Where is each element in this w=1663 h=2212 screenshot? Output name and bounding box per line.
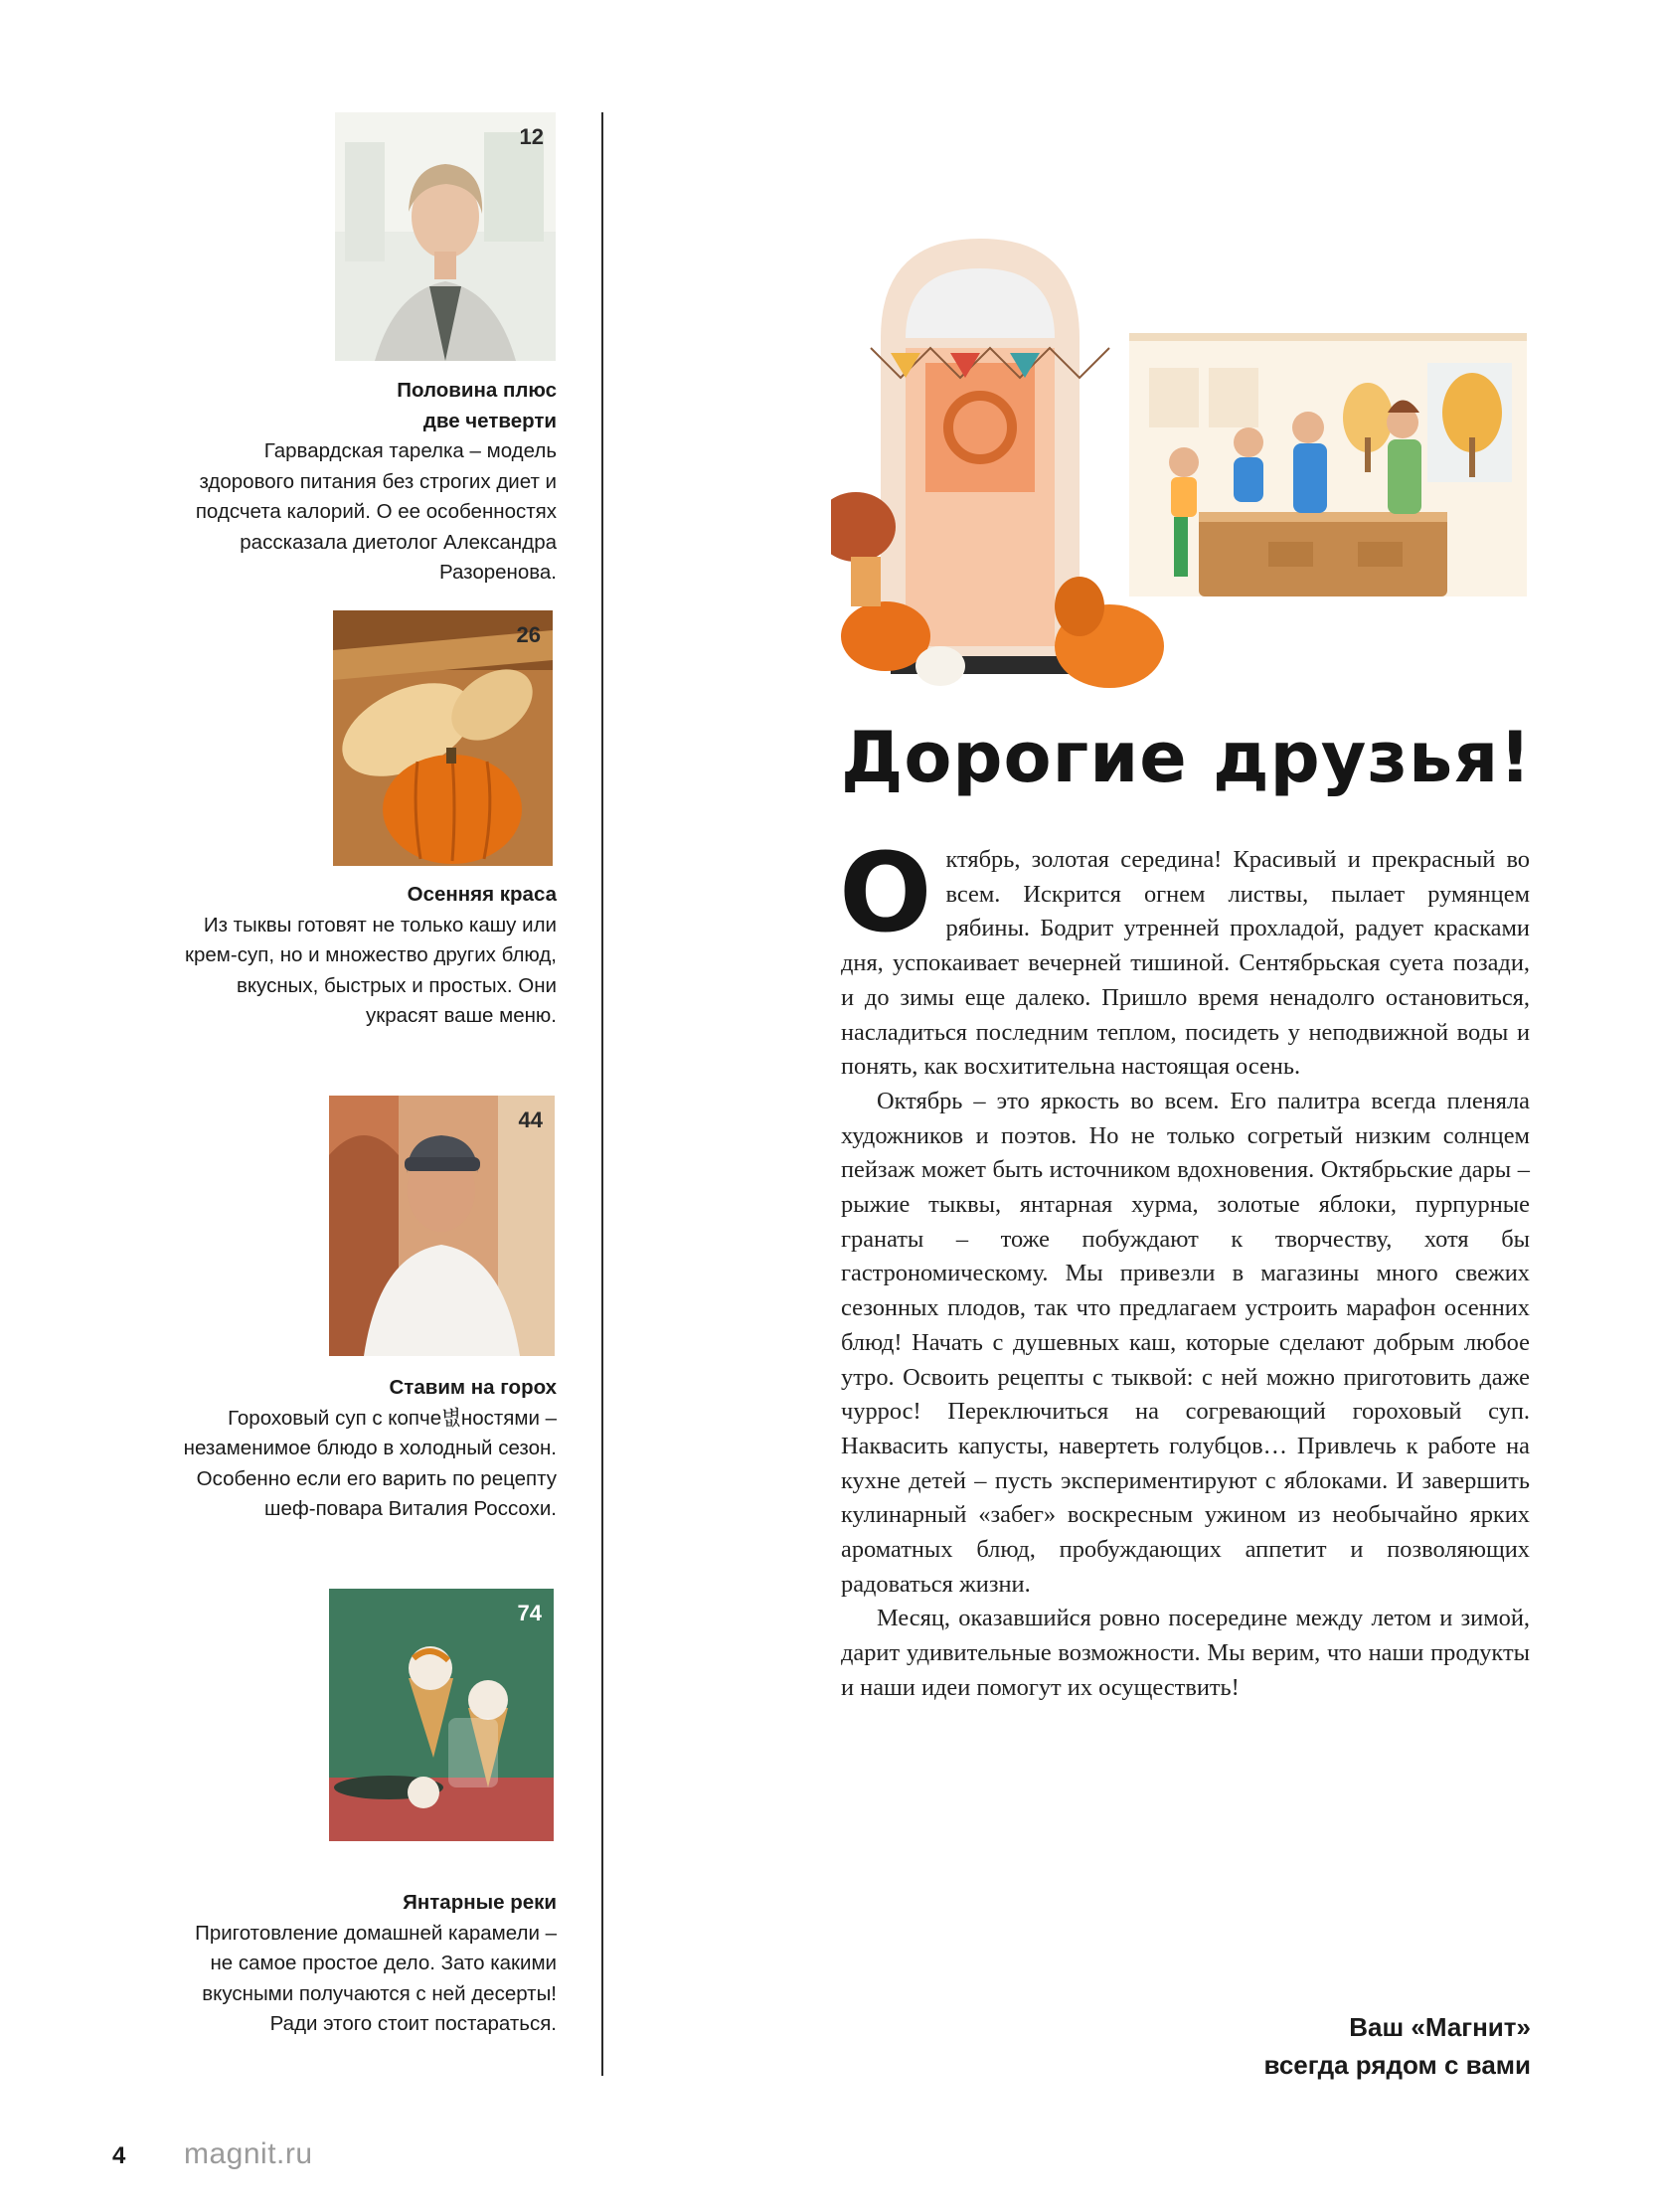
caramel-dessert-image [329, 1589, 554, 1841]
article-paragraph-2: Октябрь – это яркость во всем. Его палитра всегда пленяла художников и поэтов. Но не только согретый низким солнцем пейзаж может быть источником вдохновения. Октябрьские дары – рыжие тыквы, янтарная хурма, золотые яблоки, пурпурные гранаты – тоже побуждают к творчеству, хотя бы гастрономическому. Мы привезли в магазины много свежих сезонных плодов, так что предлагаем устроить марафон осенних блюд! Начать с душевных каш, которые сделают добрым любое утро. Освоить рецепты с тыквой: с ней можно приготовить даже чуррос! Переключиться на согревающий гороховый суп. Наквасить капусты, навертеть голубцов… Привлечь к работе на кухне детей – пусть экспериментируют с яблоками. И завершить кулинарный «забег» воскресным ужином из необычайно ярких ароматных блюд, пробуждающих аппетит и позволяющих радоваться жизни. [841, 1087, 1530, 1598]
teaser-1 [179, 376, 557, 589]
teaser-title[interactable]: Осенняя краса [407, 883, 557, 906]
teaser-description: Гарвардская тарелка – модель здорового питания без строгих диет и подсчета калорий. О ее особенностях рассказала диетолог Александра Разоренова. [195, 439, 557, 584]
teaser-4 [179, 1888, 557, 2040]
teaser-title[interactable]: две четверти [422, 409, 557, 432]
signature [1143, 2008, 1531, 2084]
signature-line-1: Ваш «Магнит» [1349, 2012, 1531, 2042]
teaser-description: Из тыквы готовят не только кашу или крем-суп, но и множество других блюд, вкусных, быстрых и простых. Они украсят ваше меню. [185, 913, 557, 1027]
teaser-photo-pumpkins[interactable] [333, 610, 553, 866]
teaser-3 [179, 1373, 557, 1525]
page-badge: 12 [519, 124, 544, 149]
teaser-title[interactable]: Ставим на горох [389, 1376, 557, 1399]
page-headline: Дорогие друзья! [841, 717, 1533, 798]
paragraph-text: ктябрь, золотая середина! Красивый и прекрасный во всем. Искрится огнем листвы, пылает румянцем рябины. Бодрит утренней прохладой, радует красками дня, успокаивает вечерней тишиной. Сентябрьская суета позади, и до зимы еще далеко. Пришло время ненадолго остановиться, насладиться последним теплом, посидеть у неподвижной воды и понять, как восхитительна настоящая осень. [841, 846, 1530, 1081]
article-paragraph-1 [839, 829, 1530, 1085]
site-link[interactable]: magnit.ru [184, 2137, 313, 2170]
chef-image [329, 1096, 555, 1356]
autumn-kitchen-illustration [831, 239, 1527, 706]
teaser-description: Приготовление домашней карамели – не самое простое дело. Зато какими вкусными получаются с ней десерты! Ради этого стоит постараться. [195, 1921, 557, 2035]
teaser-photo-chef[interactable] [329, 1096, 555, 1356]
article-paragraph-3: Месяц, оказавшийся ровно посередине между летом и зимой, дарит удивительные возможности. Мы верим, что наши продукты и наши идеи помогут их осуществить! [841, 1605, 1530, 1701]
editorial-article [839, 829, 1530, 1706]
signature-line-2: всегда рядом с вами [1263, 2050, 1531, 2080]
drop-cap: О [839, 829, 932, 956]
page-badge: 26 [516, 622, 541, 647]
pumpkin-image [333, 610, 553, 866]
teaser-2 [179, 880, 557, 1032]
column-divider [601, 112, 603, 2076]
teaser-description: Гороховый суп с копче볎ностями – незаменимое блюдо в холодный сезон. Особенно если его варить по рецепту шеф-повара Виталия Россохи. [183, 1406, 557, 1520]
page-badge: 44 [518, 1107, 543, 1132]
page-number: 4 [112, 2142, 126, 2169]
teaser-photo-nutritionist[interactable] [335, 112, 556, 361]
teaser-title[interactable]: Половина плюс [397, 379, 557, 402]
page-badge: 74 [517, 1601, 542, 1625]
teaser-photo-caramel[interactable] [329, 1589, 554, 1841]
teaser-title[interactable]: Янтарные реки [403, 1891, 557, 1914]
